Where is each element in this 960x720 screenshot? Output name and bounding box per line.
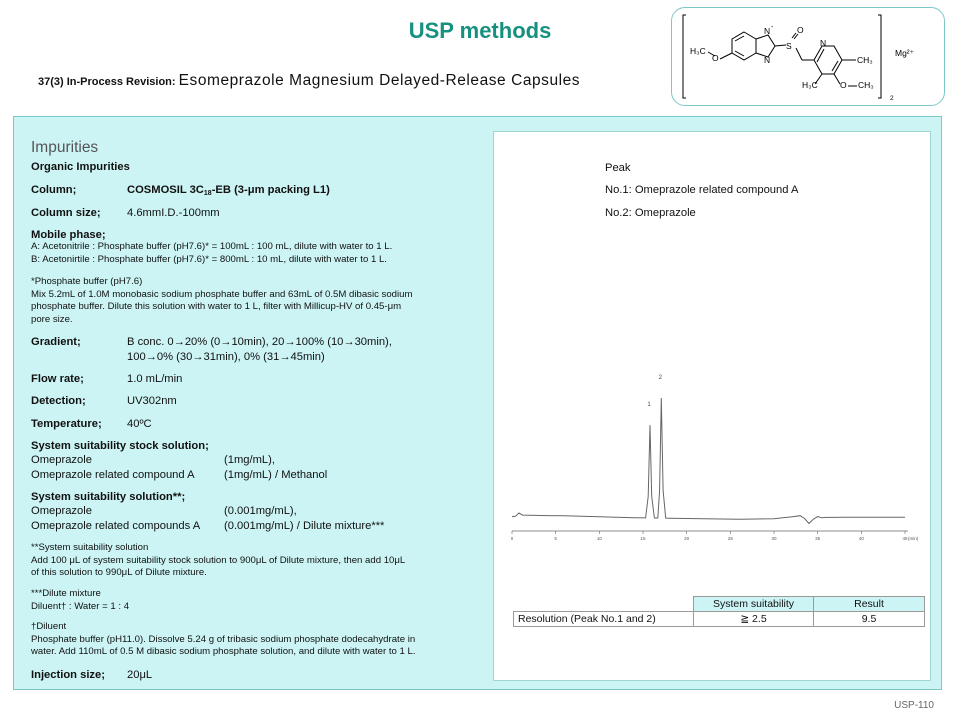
structure-label: CH₃ <box>857 55 873 65</box>
structure-label: N <box>764 26 771 36</box>
product-name: Esomeprazole Magnesium Delayed-Release Capsules <box>178 72 581 89</box>
revision-label: 37(3) In-Process Revision: <box>38 76 176 88</box>
page-number: USP-110 <box>894 700 934 711</box>
x-tick-label: 25 <box>727 536 733 541</box>
column-header-system-suitability: System suitability <box>694 597 814 612</box>
x-tick-label: 0 <box>510 536 514 541</box>
flow-rate-value: 1.0 mL/min <box>127 373 183 385</box>
injection-size-value: 20μL <box>127 669 153 681</box>
diluent-note: †Diluent Phosphate buffer (pH11.0). Dissolve 5.24 g of tribasic sodium phosphate dodecahydrate in water. Add 110mL of 0.5 M dibasic sodium phosphate solution, and dilute with water to 1 L. <box>31 621 416 658</box>
structure-label: O <box>797 25 804 35</box>
column-value: COSMOSIL $3C_{18}-EB$ (3-μm packing L1) <box>127 184 330 197</box>
gradient-line-2: 100→0% (30→31min), 0% (31→45min) <box>127 351 325 363</box>
injection-size-label: Injection size; <box>31 669 105 681</box>
column-label: Column; <box>31 184 77 196</box>
buffer-note: *Phosphate buffer (pH7.6) Mix 5.2mL of 1.0M monobasic sodium phosphate buffer and 63mL of 0.5M dibasic sodium phosphate buffer. Dilute this solution with water to 1 L, filter with Millicup-HV of 0.45-μm pore size. <box>31 276 413 325</box>
structure-label: O <box>840 80 847 90</box>
column-header-result: Result <box>814 597 925 612</box>
x-tick-label: 20 <box>684 536 690 541</box>
solution-row-name: Omeprazole related compounds A <box>31 520 201 532</box>
detection-label: Detection; <box>31 395 86 407</box>
mobile-phase-a: A: Acetonitrile : Phosphate buffer (pH7.6)* = 100mL : 100 mL, dilute with water to 1 L. <box>31 241 393 252</box>
chemical-structure <box>671 7 945 106</box>
column-size-value: 4.6mmI.D.-100mm <box>127 207 220 219</box>
stock-row-value: (1mg/mL) / Methanol <box>224 469 328 481</box>
structure-label: S <box>786 41 792 51</box>
flow-rate-label: Flow rate; <box>31 373 84 385</box>
x-tick-label: 15 <box>640 536 646 541</box>
detection-value: UV302nm <box>127 395 177 407</box>
structure-label: CH₃ <box>858 80 874 90</box>
x-tick-label: 35 <box>815 536 821 541</box>
solution-note: **System suitability solution Add 100 μL of system suitability stock solution to 900μL of Dilute mixture, then add 10μL of this solution to 990μL of Dilute mixture. <box>31 542 406 579</box>
system-suitability-value: ≧ 2.5 <box>694 612 814 627</box>
table-header-row <box>514 597 925 612</box>
structure-label: N <box>764 55 771 65</box>
table-row <box>514 612 925 627</box>
stock-solution-label: System suitability stock solution; <box>31 440 209 452</box>
peak-label: 2 <box>658 375 663 381</box>
section-title: Impurities <box>31 139 99 156</box>
temperature-value: 40ºC <box>127 418 152 430</box>
mobile-phase-label: Mobile phase; <box>31 229 106 241</box>
x-tick-label: 45 <box>902 536 908 541</box>
structure-label: H₃C <box>690 46 706 56</box>
x-axis-unit: (min) <box>908 536 919 541</box>
temperature-label: Temperature; <box>31 418 102 430</box>
x-tick-label: 30 <box>771 536 777 541</box>
structure-label: O <box>712 53 719 63</box>
stock-row-name: Omeprazole related compound A <box>31 469 195 481</box>
gradient-label: Gradient; <box>31 336 81 348</box>
mobile-phase-b: B: Acetonirtile : Phosphate buffer (pH7.6)* = 800mL : 10 mL, dilute with water to 1 L. <box>31 254 387 265</box>
x-tick-label: 5 <box>554 536 557 541</box>
table-corner-cell <box>514 597 694 612</box>
stock-row-name: Omeprazole <box>31 454 92 466</box>
result-value: 9.5 <box>814 612 925 627</box>
column-size-label: Column size; <box>31 207 101 219</box>
structure-label: 2 <box>890 95 894 102</box>
structure-label: Mg²⁺ <box>895 48 915 58</box>
peak-2-description: No.2: Omeprazole <box>605 207 696 219</box>
solution-row-value: (0.001mg/mL), <box>224 505 297 517</box>
document-subtitle <box>38 72 580 90</box>
row-label: Resolution (Peak No.1 and 2) <box>514 612 694 627</box>
results-table <box>513 596 925 627</box>
structure-label: - <box>771 24 774 31</box>
peak-heading: Peak <box>605 162 631 174</box>
x-tick-label: 40 <box>858 536 864 541</box>
structure-label: H₃C <box>802 80 818 90</box>
stock-row-value: (1mg/mL), <box>224 454 275 466</box>
x-tick-label: 10 <box>596 536 602 541</box>
suitability-solution-label: System suitability solution**; <box>31 491 186 503</box>
page-title: USP methods <box>408 18 552 43</box>
solution-row-name: Omeprazole <box>31 505 92 517</box>
peak-label: 1 <box>647 402 651 409</box>
structure-label: N <box>820 38 827 48</box>
peak-1-description: No.1: Omeprazole related compound A <box>605 184 799 196</box>
solution-row-value: (0.001mg/mL) / Dilute mixture*** <box>224 520 385 532</box>
organic-impurities-heading: Organic Impurities <box>31 161 130 173</box>
dilute-mixture-note: ***Dilute mixture Diluent† : Water = 1 : 4 <box>31 588 130 612</box>
gradient-line-1: B conc. 0→20% (0→10min), 20→100% (10→30min), <box>127 336 392 348</box>
